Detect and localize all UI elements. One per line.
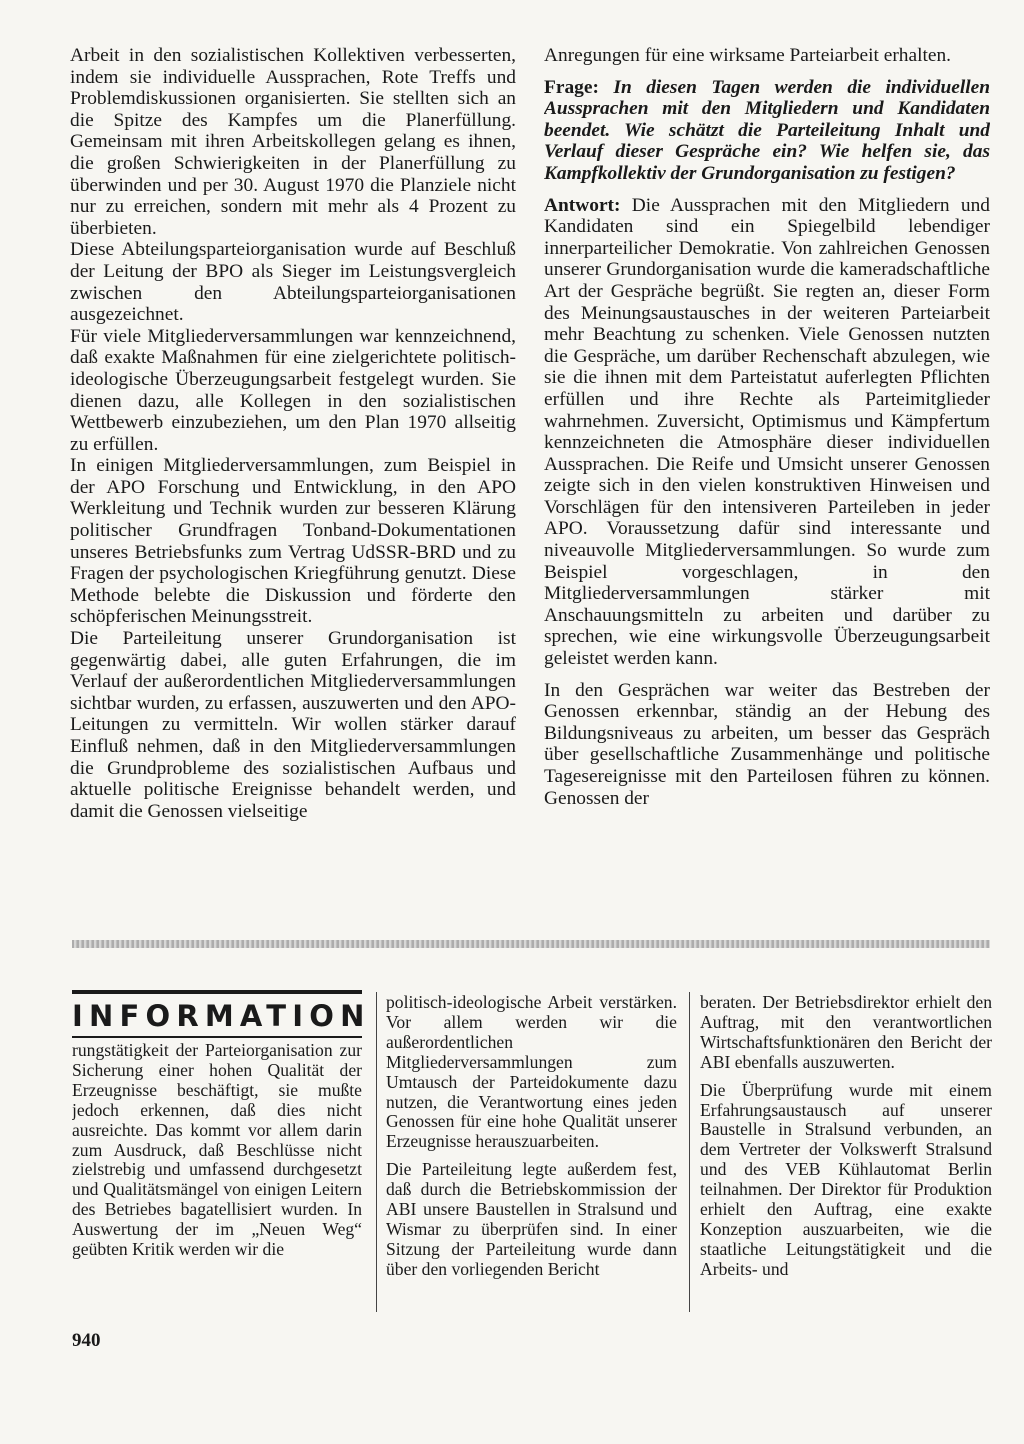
paragraph: beraten. Der Betriebsdirektor erhielt den Auftrag, mit den verantwortlichen Wirtschaftsfunktionären den Bericht der ABI ebenfalls auszuwerten. [700, 993, 992, 1072]
paragraph: Diese Abteilungsparteiorganisation wurde auf Beschluß der Leitung der BPO als Sieger im Leistungsvergleich zwischen den Abteilungsparteiorganisationen ausgezeichnet. [70, 239, 516, 326]
information-middle-column [386, 993, 677, 1313]
paragraph: Für viele Mitgliederversammlungen war kennzeichnend, daß exakte Maßnahmen für eine zielgerichtete politisch-ideologische Überzeugungsarbeit festgelegt wurden. Sie dienen dazu, alle Kollegen in den sozialistischen Wettbewerb einzubeziehen, um den Plan 1970 allseitig zu erfüllen. [70, 325, 516, 455]
intro-paragraph: Anregungen für eine wirksame Parteiarbeit erhalten. [544, 45, 952, 66]
paragraph: In einigen Mitgliederversammlungen, zum Beispiel in der APO Forschung und Entwicklung, in den APO Werkleitung und Technik wurden zur besseren Klärung politischer Grundfragen Tonband-Dokumentationen unseres Betriebsfunks zum Vertrag UdSSR-BRD und zu Fragen der psychologischen Kriegführung genutzt. Diese Methode belebte die Diskussion und förderte den schöpferischen Meinungsstreit. [70, 455, 516, 628]
paragraph: Die Parteileitung legte außerdem fest, daß durch die Betriebskommission der ABI unsere Baustellen in Stralsund und Wismar zu überprüfen sind. In einer Sitzung der Parteileitung wurde dann über den vorliegenden Bericht [386, 1159, 677, 1279]
information-heading [72, 990, 371, 1038]
information-title: INFORMATION [72, 999, 371, 1033]
column-rule [376, 992, 377, 1312]
answer [544, 195, 990, 670]
paragraph: rungstätigkeit der Parteiorganisation zur Sicherung einer hohen Qualität der Erzeugnisse beschäftigt, sie mußte jedoch erkennen, daß dies nicht ausreichte. Das kommt vor allem darin zum Ausdruck, daß Beschlüsse nicht zielstrebig und umfassend durchgesetzt und Qualitätsmängel von einigen Leitern des Betriebes bagatellisiert wurden. In Auswertung der im „Neuen Weg“ geübten Kritik werden wir die [72, 1041, 362, 1260]
column-rule [689, 992, 690, 1312]
section-divider [72, 940, 990, 948]
heading-rule-bottom [72, 1036, 362, 1038]
top-left-column [70, 45, 516, 905]
question [544, 77, 990, 185]
heading-rule-top [72, 990, 362, 994]
question-text: In diesen Tagen werden die individuellen Aussprachen mit den Mitgliedern und Kandidaten beendet. Wie schätzt die Parteileitung Inhalt und Verlauf dieser Gespräche ein? Wie helfen sie, das Kampfkollektiv der Grundorganisation zu festigen? [544, 76, 990, 184]
information-right-column [700, 993, 992, 1313]
answer-text: Die Aussprachen mit den Mitgliedern und Kandidaten sind ein Spiegelbild lebendiger innerparteilicher Demokratie. Von zahlreichen Genossen unserer Grundorganisation wurde die kameradschaftliche Art der Gespräche begrüßt. Sie regten an, dieser Form des Meinungsaustausches in der weiteren Parteiarbeit mehr Beachtung zu schenken. Viele Genossen nutzten die Gespräche, um darüber Rechenschaft abzulegen, wie sie die ihnen mit dem Parteistatut auferlegten Pflichten erfüllen und ihre Rechte als Parteimitglieder wahrnehmen. Zuversicht, Optimismus und Kämpfertum kennzeichneten die Atmosphäre dieser individuellen Aussprachen. Die Reife und Umsicht unserer Genossen zeigte sich in den vielen konstruktiven Hinweisen und Vorschlägen für den intensiveren Parteileben in jeder APO. Voraussetzung dafür sind interessante und niveauvolle Mitgliederversammlungen. So wurde zum Beispiel vorgeschlagen, in den Mitgliederversammlungen stärker mit Anschauungsmitteln zu arbeiten und darüber zu sprechen, wie eine wirkungsvolle Überzeugungsarbeit geleistet werden kann. [544, 194, 990, 670]
information-left-column [72, 1041, 362, 1321]
paragraph: Die Überprüfung wurde mit einem Erfahrungsaustausch auf unserer Baustelle in Stralsund verbunden, an dem Vertreter der Volkswerft Stralsund und des VEB Kühlautomat Berlin teilnahmen. Der Direktor für Produktion erhielt den Auftrag, eine exakte Konzeption auszuarbeiten, wie die staatliche Leitungstätigkeit und die Arbeits- und [700, 1079, 992, 1279]
answer-label: Antwort: [544, 194, 621, 216]
closing-paragraph: In den Gesprächen war weiter das Bestreben der Genossen erkennbar, ständig an der Hebung des Bildungsniveaus zu arbeiten, um besser das Gespräch über gesellschaftliche Zusammenhänge und politische Tagesereignisse mit den Parteilosen führen zu können. Genossen der [544, 679, 990, 809]
question-label: Frage: [544, 76, 599, 98]
paragraph: Arbeit in den sozialistischen Kollektiven verbesserten, indem sie individuelle Aussprachen, Rote Treffs und Problemdiskussionen organisierten. Sie stellten sich an die Spitze des Kampfes um die Planerfüllung. Gemeinsam mit ihren Arbeitskollegen gelang es ihnen, die großen Schwierigkeiten in der Planerfüllung zu überwinden und per 30. August 1970 die Planziele nicht nur zu erreichen, sondern mit mehr als 4 Prozent zu überbieten. [70, 45, 516, 239]
paragraph: politisch-ideologische Arbeit verstärken. Vor allem werden wir die außerordentlichen Mitgliederversammlungen zum Umtausch der Parteidokumente dazu nutzen, die Verantwortung eines jeden Genossen für eine hohe Qualität unserer Erzeugnisse herauszuarbeiten. [386, 993, 677, 1152]
page-number: 940 [72, 1330, 101, 1351]
paragraph: Die Parteileitung unserer Grundorganisation ist gegenwärtig dabei, alle guten Erfahrungen, die im Verlauf der außerordentlichen Mitgliederversammlungen sichtbar wurden, zu erfassen, auszuwerten und den APO-Leitungen zu vermitteln. Wir wollen stärker darauf Einfluß nehmen, daß in den Mitgliederversammlungen die Grundprobleme des sozialistischen Aufbaus und aktuelle politische Ereignisse behandelt werden, und damit die Genossen vielseitige [70, 628, 516, 822]
top-right-column [544, 45, 990, 905]
